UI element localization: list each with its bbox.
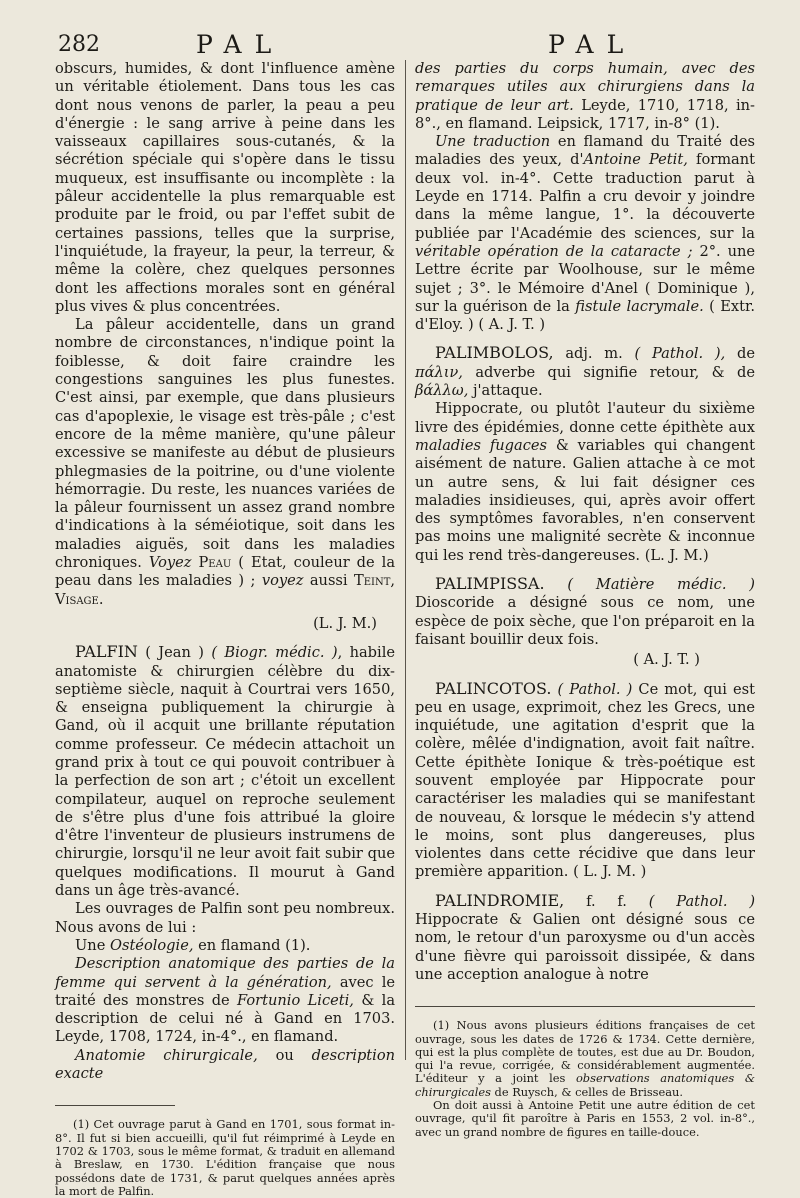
work-osteologie: Une Ostéologie, en flamand (1). bbox=[75, 936, 311, 954]
work-anatomie-chirurgicale: Anatomie chirurgicale, ou description exacte bbox=[55, 1046, 396, 1083]
continuation-anatomie: des parties du corps humain, avec des remarques utiles aux chirurgiens dans la pratique de leur art. Leyde, 1710, 1718, in-8°., en flamand. Leipsick, 1717, in-8° (1). bbox=[415, 60, 755, 132]
cross-ref-peau: Peau bbox=[198, 554, 232, 572]
right-column bbox=[415, 60, 755, 1139]
work-traduction: Une traduction en flamand du Traité des maladies des yeux, d'Antoine Petit, formant deux vol. in-4°. Cette traduction parut à Leyde en 1714. Palfin a cru devoir y joindre dans la même langue, 1°. la découverte publiée par l'Académie des sciences, sur la véritable opération de la cataracte ; 2°. une Lettre écrite par Woolhouse, sur le même sujet ; 3°. le Mémoire d'Anel ( Dominique ), sur la guérison de la fistule lacrymale. ( Extr. d'Eloy. ) ( A. J. T. ) bbox=[415, 133, 756, 334]
entry-palincotos: PALINCOTOS. ( Pathol. ) Ce mot, qui est peu en usage, exprimoit, chez les Grecs, une inquiétude, une agitation d'esprit que la colère, mêlée d'indignation, avoit fait naître. Cette épithète Ionique & très-poétique est souvent employée par Hippocrate pour caractériser les maladies qui se manifestant de nouveau, & lorsque le médecin s'y attend le moins, sont plus dangereuses, plus violentes dans cette récidive que dans leur première apparition. ( L. J. M. ) bbox=[415, 678, 756, 881]
footnote-left: (1) Cet ouvrage parut à Gand en 1701, sous format in-8°. Il fut si bien accueilli, qu'il fut réimprimé à Leyde en 1702 & 1703, sous le même format, & traduit en allemand à Breslaw, en 1730. L'édition française que nous possédons date de 1731, & parut quelques années après la mort de Palfin. bbox=[55, 1117, 395, 1198]
column-divider bbox=[405, 60, 406, 1060]
entry-palindromie: PALINDROMIE, f. f. ( Pathol. ) Hippocrate & Galien ont désigné sous ce nom, le retour d'un paroxysme ou d'un accès d'une fièvre qui paroissoit dissipée, & dans une acception analogue à notre bbox=[415, 890, 756, 983]
page-header bbox=[0, 30, 800, 64]
page-number: 282 bbox=[58, 32, 100, 57]
cross-ref-teint: Teint bbox=[354, 572, 391, 590]
author-signature: (L. J. M.) bbox=[313, 614, 377, 632]
footnote-rule bbox=[55, 1105, 175, 1106]
paragraph-paleur-accidentelle: La pâleur accidentelle, dans un grand nombre de circonstances, n'indique point la foiblesse, & doit faire craindre les congestions sanguines les plus funestes. C'est ainsi, par exemple, que dans plusieurs cas d'apoplexie, le visage est très-pâle ; c'est encore de la même manière, qu'une pâleur excessive se manifeste au début de plusieurs phlegmasies de la poitrine, ou d'une violente hémorragie. Du reste, les nuances variées de la pâleur fournissent un assez grand nombre d'indications à la séméiotique, soit dans les maladies aiguës, soit dans les maladies chroniques. Voyez Peau ( Etat, couleur de la peau dans les maladies ) ; voyez aussi Teint, Visage. bbox=[55, 316, 396, 608]
work-description-anatomique: Description anatomique des parties de la femme qui servent à la génération, avec le traité des monstres de Fortunio Liceti, & la description de celui né à Gand en 1703. Leyde, 1708, 1724, in-4°., en flamand. bbox=[55, 955, 396, 1046]
entry-palimbolos: PALIMBOLOS, adj. m. ( Pathol. ), de πάλιν, adverbe qui signifie retour, & de βάλλω, j'attaque. bbox=[415, 343, 756, 400]
footnote-rule bbox=[415, 1006, 755, 1007]
footnote-right: (1) Nous avons plusieurs éditions françaises de cet ouvrage, sous les dates de 1726 & 1734. Cette dernière, qui est la plus complète de toutes, est due au Dr. Boudon, qui l'a revue, corrigée, & considérablement augmentée. L'éditeur y a joint les observations anatomiques & chirurgicales de Ruysch, & celles de Brisseau. On doit aussi à Antoine Petit une autre édition de cet ouvrage, qu'il fit paroître à Paris en 1553, 2 vol. in-8°., avec un grand nombre de figures en taille-douce. bbox=[415, 1018, 755, 1139]
entry-headword: PALINCOTOS. bbox=[435, 678, 552, 698]
author-signature: ( A. J. T. ) bbox=[633, 651, 700, 669]
paragraph-palfin-works: Les ouvrages de Palfin sont peu nombreux. Nous avons de lui : bbox=[55, 900, 395, 936]
running-head-left: PAL bbox=[196, 30, 285, 59]
entry-headword: PALINDROMIE, bbox=[435, 890, 565, 910]
cross-ref-visage: Visage. bbox=[55, 590, 104, 608]
paragraph-palimbolos: Hippocrate, ou plutôt l'auteur du sixième livre des épidémies, donne cette épithète aux maladies fugaces & variables qui changent aisément de nature. Galien attache à ce mot un autre sens, & lui fait désigner ces maladies insidieuses, qui, après avoir offert des symptômes favorables, n'en conservent pas moins une malignité secrète & inconnue qui les rend très-dangereuses. (L. J. M.) bbox=[415, 400, 756, 564]
paragraph-paleur-causes: obscurs, humides, & dont l'influence amène un véritable étiolement. Dans tous les cas dont nous venons de parler, la peau a peu d'énergie : le sang arrive à peine dans les vaisseaux capillaires sous-cutanés, & la sécrétion spéciale qui s'opère dans le tissu muqueux, est insuffisante ou incomplète : la pâleur accidentelle la plus remarquable est produite par le froid, ou par l'effet subit de certaines passions, telles que la surprise, l'inquiétude, la frayeur, la peur, la terreur, & même la colère, chez quelques personnes dont les affections morales sont en général plus vives & plus concentrées. bbox=[55, 60, 395, 315]
entry-headword: PALIMBOLOS, bbox=[435, 343, 554, 363]
entry-palimpissa: PALIMPISSA. ( Matière médic. ) Dioscoride a désigné sous ce nom, une espèce de poix sèche, que l'on préparoit en la faisant bouillir deux fois. bbox=[415, 574, 756, 648]
entry-headword: PALIMPISSA. bbox=[435, 574, 545, 594]
left-column bbox=[55, 60, 395, 1198]
entry-palfin: PALFIN ( Jean ) ( Biogr. médic. ), habile anatomiste & chirurgien célèbre du dix-septième siècle, naquit à Courtrai vers 1650, & enseigna publiquement la chirurgie à Gand, où il acquit une brillante réputation comme professeur. Ce médecin attachoit un grand prix à tout ce qui pouvoit contribuer à la perfection de son art ; c'étoit un excellent compilateur, auquel on reproche seulement de s'être plus d'une fois attribué la gloire d'être l'inventeur de plusieurs instrumens de chirurgie, lorsqu'il ne leur avoit fait subir que quelques modifications. Il mourut à Gand dans un âge très-avancé. bbox=[55, 642, 395, 900]
running-head-right: PAL bbox=[548, 30, 637, 59]
entry-headword: PALFIN bbox=[75, 642, 138, 662]
